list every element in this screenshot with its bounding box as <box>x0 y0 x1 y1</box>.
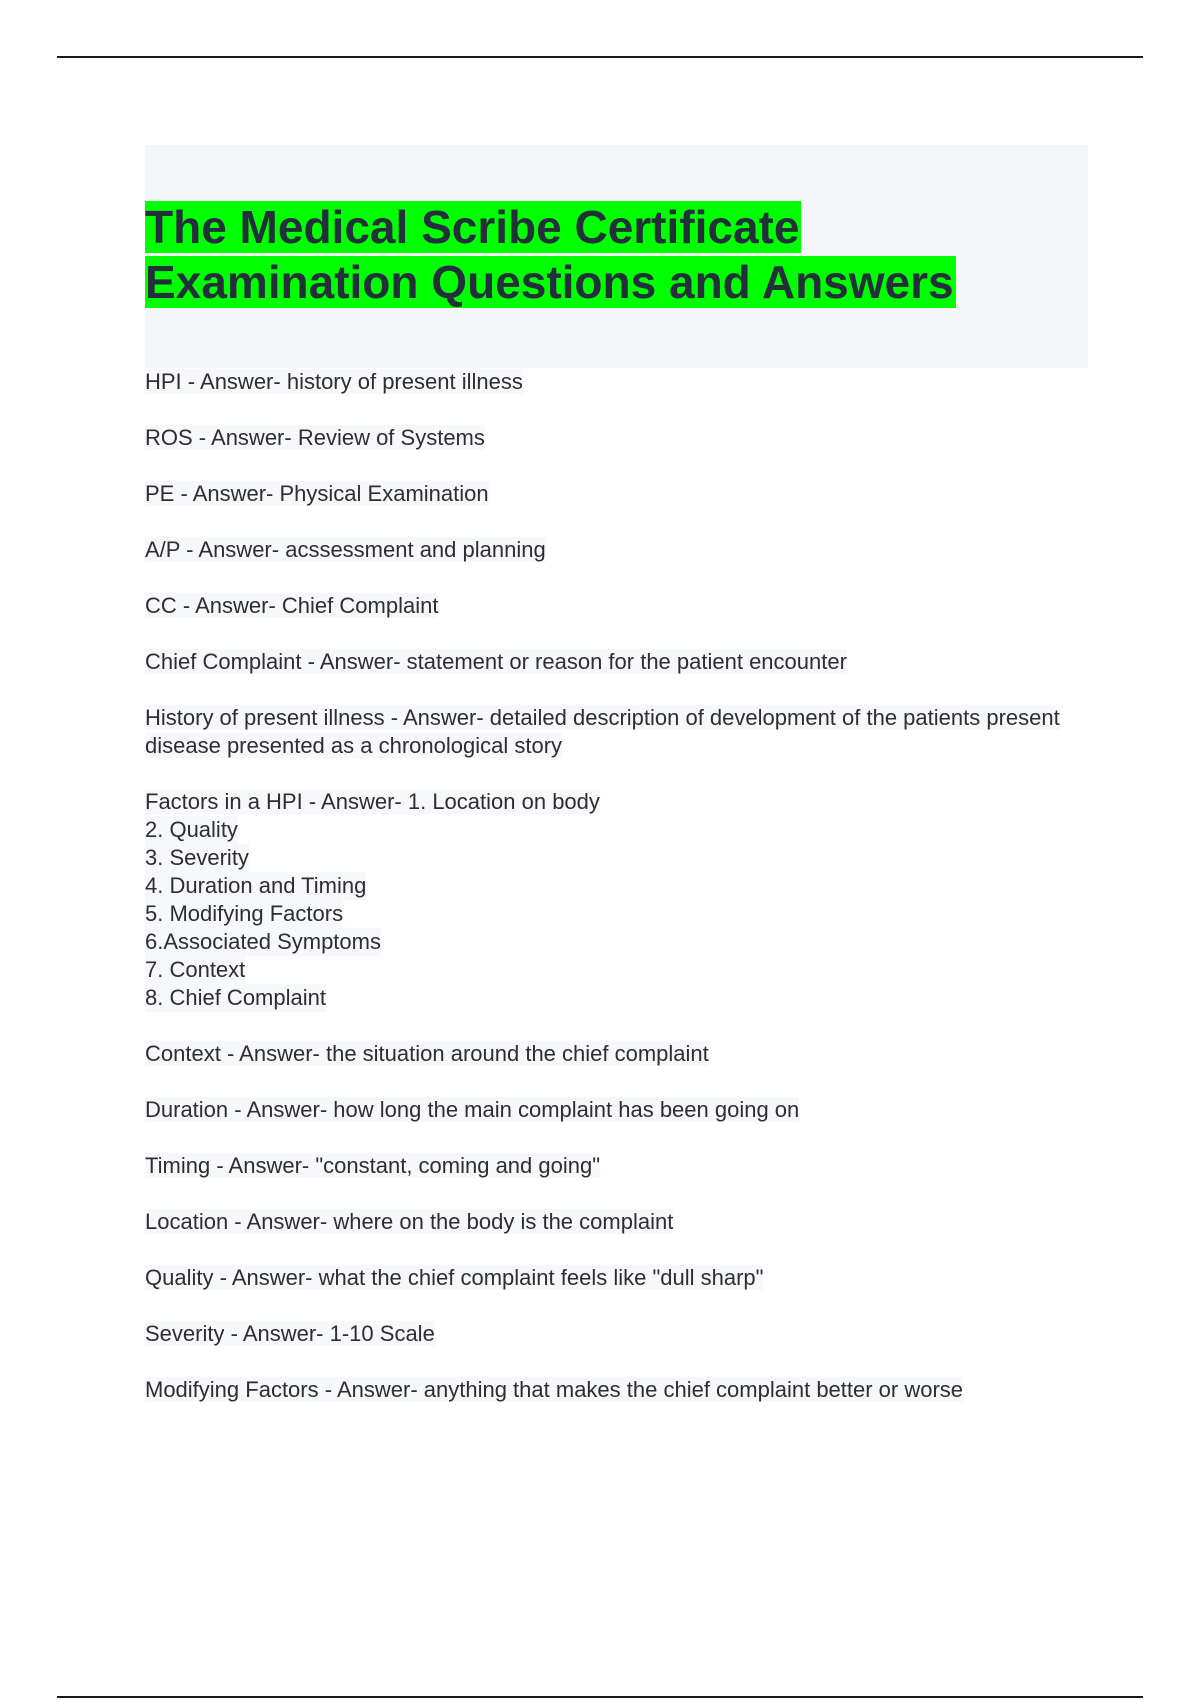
qa-term: Factors in a HPI <box>145 789 303 814</box>
qa-term: Duration <box>145 1097 229 1122</box>
qa-term: Location <box>145 1209 229 1234</box>
qa-answer: detailed description of development of the patients present disease presented as a chronological story <box>145 705 1060 758</box>
qa-separator: - Answer- <box>220 1041 326 1066</box>
qa-item <box>145 1096 1085 1124</box>
qa-item-list <box>145 788 1085 1012</box>
qa-term: HPI <box>145 369 182 394</box>
qa-answer: acssessment and planning <box>285 537 546 562</box>
qa-term: History of present illness <box>145 705 385 730</box>
qa-term: Chief Complaint <box>145 649 302 674</box>
qa-separator: - Answer- <box>302 789 408 814</box>
top-rule <box>57 56 1143 58</box>
qa-term: PE <box>145 481 175 506</box>
qa-item <box>145 368 1085 396</box>
qa-term: Modifying Factors <box>145 1377 319 1402</box>
qa-answer: statement or reason for the patient encounter <box>406 649 847 674</box>
qa-answer: Chief Complaint <box>281 593 439 618</box>
qa-item <box>145 1264 1085 1292</box>
qa-term: Timing <box>145 1153 211 1178</box>
qa-term: A/P <box>145 537 181 562</box>
qa-separator: - Answer- <box>176 593 282 618</box>
qa-item <box>145 480 1085 508</box>
factor-list-item: 4. Duration and Timing <box>145 873 367 898</box>
qa-list <box>145 368 1085 1432</box>
qa-separator: - Answer- <box>192 425 298 450</box>
qa-answer: 1. Location on body <box>407 789 600 814</box>
qa-answer: "constant, coming and going" <box>315 1153 601 1178</box>
qa-separator: - Answer- <box>180 537 286 562</box>
qa-answer: history of present illness <box>286 369 523 394</box>
qa-item <box>145 704 1085 760</box>
factor-list-item: 7. Context <box>145 957 246 982</box>
bottom-rule <box>57 1696 1143 1698</box>
qa-separator: - Answer- <box>213 1265 319 1290</box>
qa-separator: - Answer- <box>181 369 287 394</box>
factor-list-item: 8. Chief Complaint <box>145 985 326 1010</box>
qa-answer: anything that makes the chief complaint better or worse <box>423 1377 964 1402</box>
qa-separator: - Answer- <box>384 705 490 730</box>
qa-term: ROS <box>145 425 193 450</box>
factor-list-item: 2. Quality <box>145 817 238 842</box>
qa-item <box>145 1208 1085 1236</box>
page-title <box>145 200 1045 310</box>
qa-answer: Physical Examination <box>279 481 489 506</box>
qa-answer: where on the body is the complaint <box>333 1209 674 1234</box>
qa-separator: - Answer- <box>228 1209 334 1234</box>
qa-answer: the situation around the chief complaint <box>325 1041 709 1066</box>
qa-item <box>145 592 1085 620</box>
qa-term: CC <box>145 593 177 618</box>
qa-separator: - Answer- <box>224 1321 330 1346</box>
qa-answer: Review of Systems <box>297 425 485 450</box>
qa-item <box>145 1040 1085 1068</box>
title-line-1: The Medical Scribe Certificate <box>145 201 800 253</box>
qa-term: Quality <box>145 1265 214 1290</box>
qa-separator: - Answer- <box>174 481 280 506</box>
qa-item <box>145 536 1085 564</box>
qa-separator: - Answer- <box>228 1097 334 1122</box>
qa-separator: - Answer- <box>301 649 407 674</box>
title-line-2: Examination Questions and Answers <box>145 256 954 308</box>
title-block <box>145 145 1088 368</box>
qa-item <box>145 424 1085 452</box>
qa-answer: 1-10 Scale <box>329 1321 435 1346</box>
qa-term: Context <box>145 1041 221 1066</box>
qa-answer: how long the main complaint has been going on <box>333 1097 800 1122</box>
qa-item <box>145 648 1085 676</box>
qa-separator: - Answer- <box>318 1377 424 1402</box>
factor-list-item: 6.Associated Symptoms <box>145 929 381 954</box>
qa-separator: - Answer- <box>210 1153 316 1178</box>
qa-answer: what the chief complaint feels like "dull sharp" <box>318 1265 764 1290</box>
qa-term: Severity <box>145 1321 225 1346</box>
qa-item <box>145 1320 1085 1348</box>
qa-item <box>145 1376 1085 1404</box>
factor-list-item: 5. Modifying Factors <box>145 901 344 926</box>
factor-list-item: 3. Severity <box>145 845 249 870</box>
qa-item <box>145 1152 1085 1180</box>
